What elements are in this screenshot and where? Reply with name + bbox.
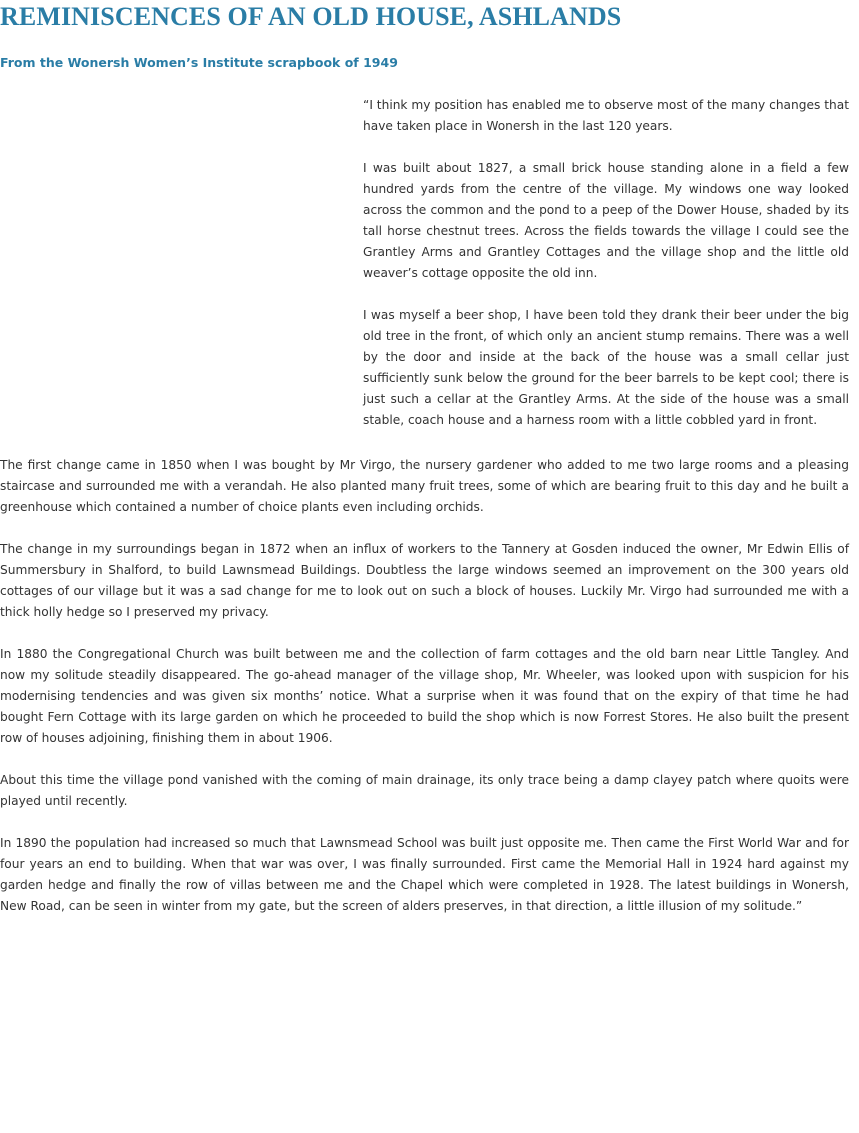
page-title: REMINISCENCES OF AN OLD HOUSE, ASHLANDS: [0, 2, 622, 31]
body-paragraph: In 1880 the Congregational Church was built between me and the collection of farm cottages and the old barn near Little Tangley. And now my solitude steadily disappeared. The go-ahead manager of the village shop, Mr. Wheeler, was looked upon with suspicion for his modernising tendencies and was given six months’ notice. What a surprise when it was found that on the expiry of that time he had bought Fern Cottage with its large garden on which he proceeded to build the shop which is now Forrest Stores. He also built the present row of houses adjoining, finishing them in about 1906.: [0, 647, 849, 745]
body-text: [0, 455, 849, 938]
body-paragraph: About this time the village pond vanished with the coming of main drainage, its only trace being a damp clayey patch where quoits were played until recently.: [0, 773, 849, 808]
intro-paragraph: “I think my position has enabled me to observe most of the many changes that have taken place in Wonersh in the last 120 years.: [363, 98, 849, 133]
body-paragraph: In 1890 the population had increased so much that Lawnsmead School was built just opposite me. Then came the First World War and for four years an end to building. When that war was over, I was finally surrounded. First came the Memorial Hall in 1924 hard against my garden hedge and finally the row of villas between me and the Chapel which were completed in 1928. The latest buildings in Wonersh, New Road, can be seen in winter from my gate, but the screen of alders preserves, in that direction, a little illusion of my solitude.”: [0, 836, 849, 913]
page-subtitle: From the Wonersh Women’s Institute scrapbook of 1949: [0, 55, 398, 70]
intro-paragraph: I was built about 1827, a small brick house standing alone in a field a few hundred yards from the centre of the village. My windows one way looked across the common and the pond to a peep of the Dower House, shaded by its tall horse chestnut trees. Across the fields towards the village I could see the Grantley Arms and Grantley Cottages and the village shop and the little old weaver’s cottage opposite the old inn.: [363, 161, 849, 280]
body-paragraph: The first change came in 1850 when I was bought by Mr Virgo, the nursery gardener who added to me two large rooms and a pleasing staircase and surrounded me with a verandah. He also planted many fruit trees, some of which are bearing fruit to this day and he built a greenhouse which contained a number of choice plants even including orchids.: [0, 458, 849, 514]
intro-column: [363, 95, 849, 452]
body-paragraph: The change in my surroundings began in 1872 when an influx of workers to the Tannery at Gosden induced the owner, Mr Edwin Ellis of Summersbury in Shalford, to build Lawnsmead Buildings. Doubtless the large windows seemed an improvement on the 300 years old cottages of our village but it was a sad change for me to look out on such a block of houses. Luckily Mr. Virgo had surrounded me with a thick holly hedge so I preserved my privacy.: [0, 542, 849, 619]
intro-paragraph: I was myself a beer shop, I have been told they drank their beer under the big old tree in the front, of which only an ancient stump remains. There was a well by the door and inside at the back of the house was a small cellar just sufficiently sunk below the ground for the beer barrels to be kept cool; there is just such a cellar at the Grantley Arms. At the side of the house was a small stable, coach house and a harness room with a little cobbled yard in front.: [363, 308, 849, 427]
